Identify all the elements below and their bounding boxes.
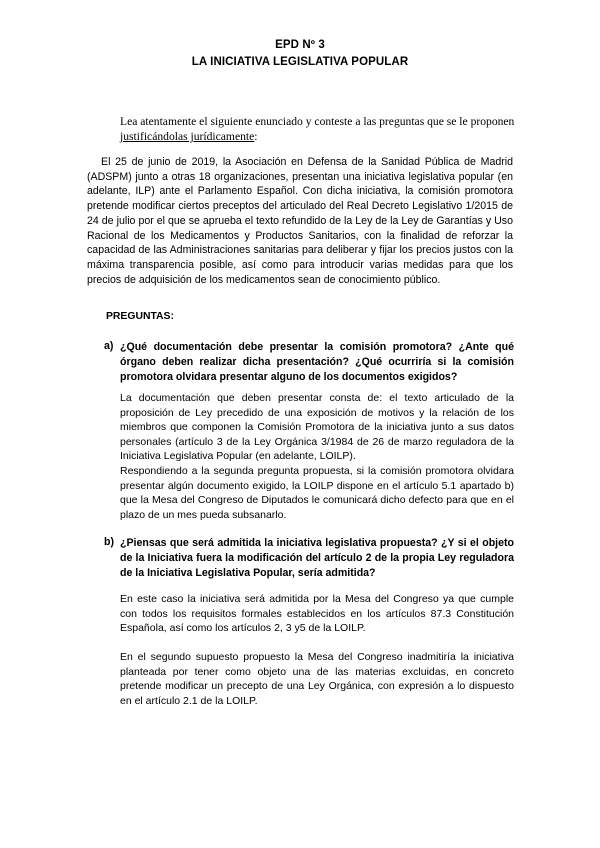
intro-end: : <box>254 130 258 143</box>
question-b-marker: b) <box>104 536 114 548</box>
answer-b-paragraph-2: En el segundo supuesto propuesto la Mesa del Congreso inadmitiría la iniciativa planteada por tener como objeto una de las materias excluidas, en concreto pretende modificar un precepto de una Ley Orgánica, con expresión a lo dispuesto en el artículo 2.1 de la LOILP. <box>120 651 514 707</box>
case-statement-text: El 25 de junio de 2019, la Asociación en Defensa de la Sanidad Pública de Madrid (ADSPM) junto a otras 18 organizaciones, presentan una iniciativa legislativa popular (en adelante, ILP) ante el Parlamento Español. Con dicha iniciativa, la comisión promotora pretende modificar ciertos preceptos del articulado del Real Decreto Legislativo 1/2015 de 24 de julio por el que se aprueba el texto refundido de la Ley de la Ley de Garantías y Uso Racional de los Medicamentos y Productos Sanitarios, con la finalidad de reforzar la capacidad de las Administraciones sanitarias para deliberar y fijar los precios justos con la máxima transparencia posible, así como para introducir varias medidas para que los precios de adquisición de los medicamentos sean de conocimiento público. <box>87 156 513 286</box>
intro-instructions <box>120 114 515 144</box>
intro-underlined: justificándolas jurídicamente <box>120 130 255 143</box>
answer-a-paragraph-1: La documentación que deben presentar consta de: el texto articulado de la proposición de Ley precedido de una exposición de motivos y la relación de los miembros que componen la Comisión Promotora de la iniciativa junto a sus datos personales (artículo 3 de la Ley Orgánica 3/1984 de 26 de marzo reguladora de la Iniciativa Legislativa Popular (en adelante, LOILP). <box>120 392 514 463</box>
question-b-text: ¿Piensas que será admitida la iniciativa legislativa propuesta? ¿Y si el objeto de la Iniciativa fuera la modificación del artículo 2 de la propia Ley reguladora de la Iniciativa Legislativa Popular, sería admitida? <box>120 537 514 579</box>
question-a-text: ¿Qué documentación debe presentar la comisión promotora? ¿Ante qué órgano deben realizar dicha presentación? ¿Qué ocurriría si la comisión promotora olvidara presentar alguno de los documentos exigidos? <box>120 341 514 383</box>
document-title: LA INICIATIVA LEGISLATIVA POPULAR <box>191 56 409 68</box>
intro-text: Lea atentamente el siguiente enunciado y conteste a las preguntas que se le proponen <box>120 115 515 128</box>
question-a-marker: a) <box>104 340 114 352</box>
answer-b-paragraph-1: En este caso la iniciativa será admitida por la Mesa del Congreso ya que cumple con todos los requisitos formales establecidos en los artículos 87.3 Constitución Española, así como los artículos 2, 3 y5 de la LOILP. <box>120 593 514 635</box>
answer-a-paragraph-2: Respondiendo a la segunda pregunta propuesta, si la comisión promotora olvidara presentar algún documento exigido, la LOILP dispone en el artículo 5.1 apartado b) que la Mesa del Congreso de Diputados le comunicará dicho defecto para que en el plazo de un mes pueda subsanarlo. <box>120 464 514 521</box>
case-statement <box>87 155 513 287</box>
questions-heading: PREGUNTAS: <box>106 311 174 322</box>
answer-a <box>120 391 514 522</box>
document-code: EPD Nº 3 <box>275 39 325 51</box>
